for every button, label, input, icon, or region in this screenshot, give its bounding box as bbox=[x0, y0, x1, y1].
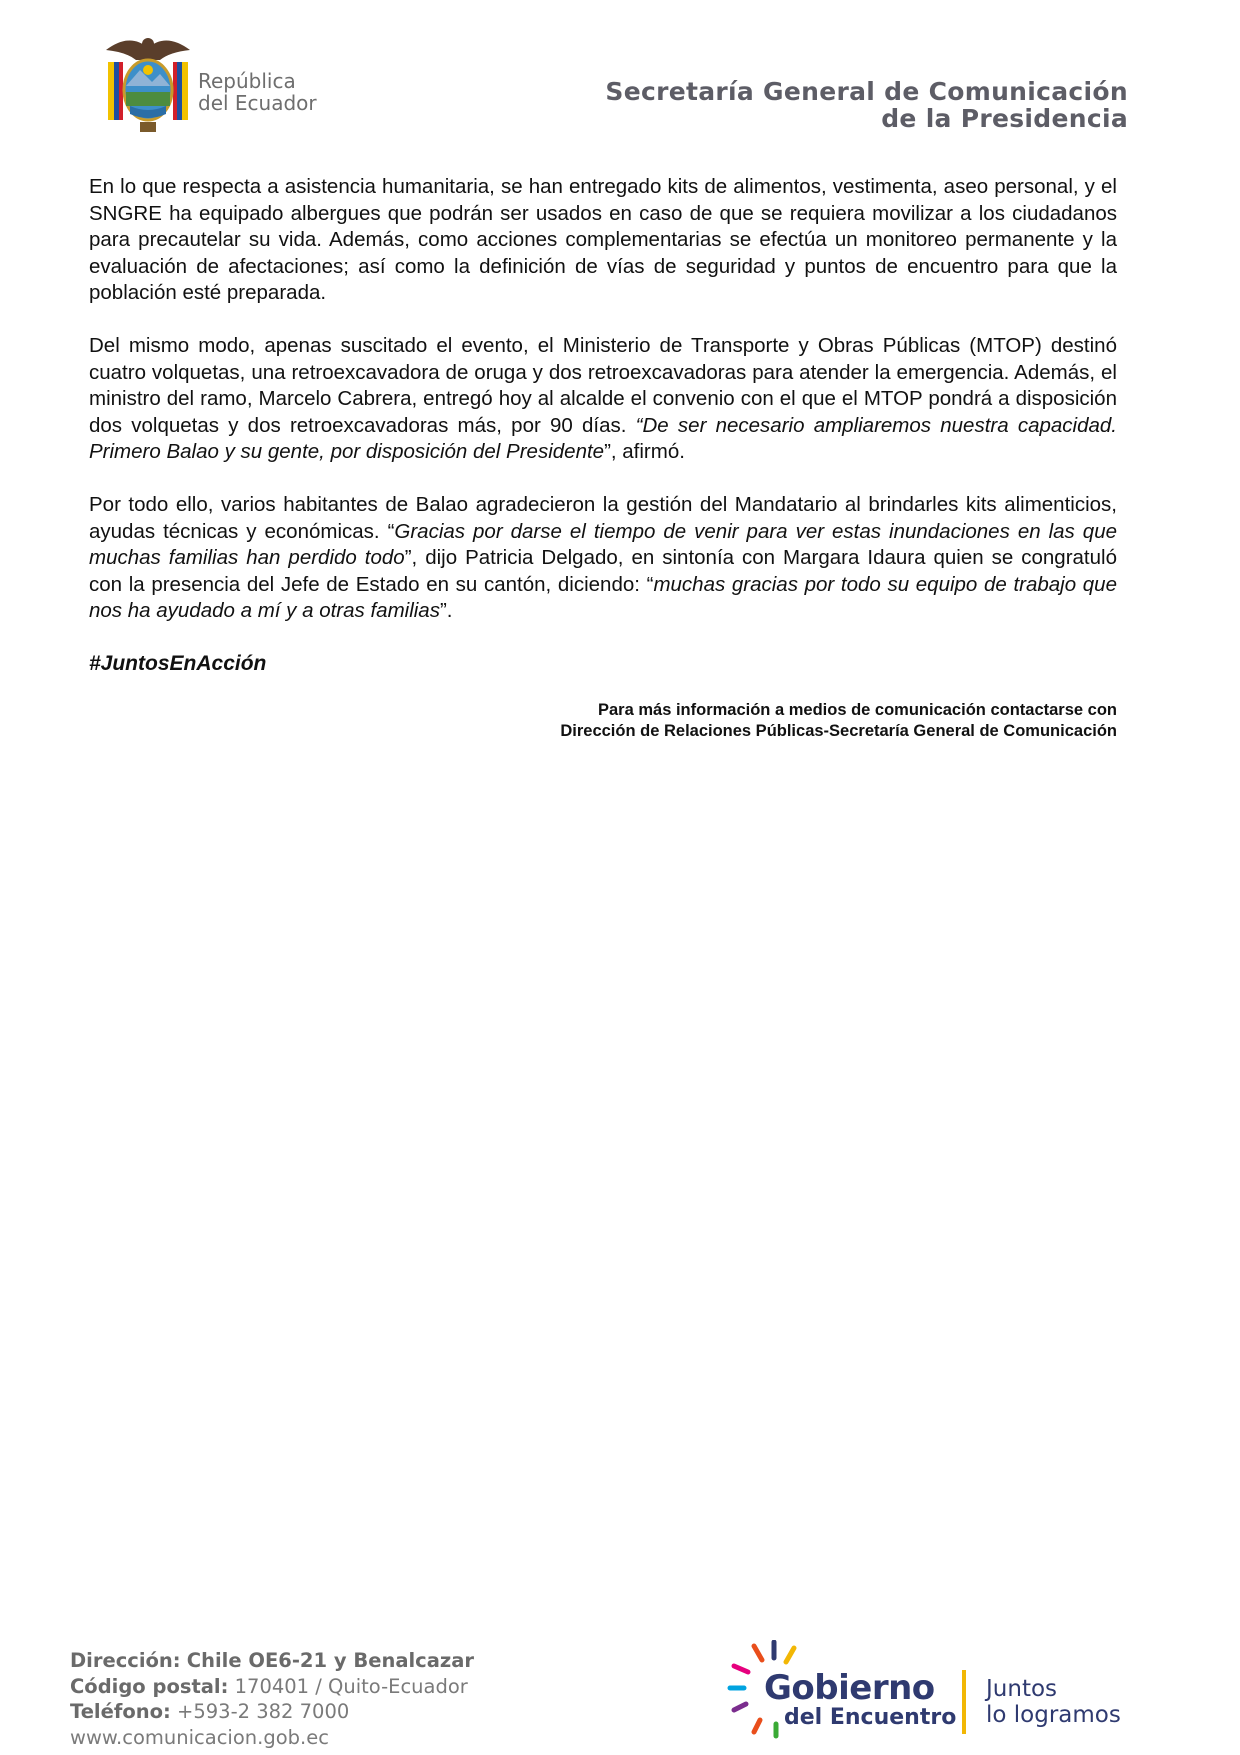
hashtag: #JuntosEnAcción bbox=[89, 651, 267, 675]
footer-address-block bbox=[70, 1648, 474, 1750]
gobierno-line-1: Gobierno bbox=[764, 1668, 935, 1708]
slogan bbox=[986, 1676, 1121, 1728]
gobierno-logo bbox=[724, 1640, 1144, 1740]
gobierno-text bbox=[764, 1670, 956, 1730]
contact-info bbox=[89, 700, 1117, 743]
address-label: Dirección: bbox=[70, 1649, 181, 1672]
logo-divider bbox=[962, 1670, 966, 1734]
ecuador-coat-of-arms-icon bbox=[100, 30, 196, 138]
footer-address bbox=[70, 1648, 474, 1674]
footer-phone bbox=[70, 1699, 474, 1725]
resident-quote-1: Gracias por darse el tiempo de venir para ver estas inundaciones en las que muchas familias han perdido todo bbox=[89, 519, 1117, 570]
phone-value: +593-2 382 7000 bbox=[177, 1700, 350, 1723]
phone-label: Teléfono: bbox=[70, 1700, 171, 1723]
crest-line-1: República bbox=[198, 69, 296, 93]
paragraph-mtop bbox=[89, 333, 1117, 466]
contact-line-2: Dirección de Relaciones Públicas-Secretaría General de Comunicación bbox=[560, 722, 1117, 740]
footer-website: www.comunicacion.gob.ec bbox=[70, 1725, 329, 1749]
secretaria-line-1: Secretaría General de Comunicación bbox=[605, 77, 1128, 106]
postal-value: 170401 / Quito-Ecuador bbox=[234, 1674, 468, 1698]
paragraph-humanitarian-aid: En lo que respecta a asistencia humanitaria, se han entregado kits de alimentos, vestimenta, aseo personal, y el SNGRE ha equipado albergues que podrán ser usados en caso de que se requiera movilizar a los ciudadanos para precautelar su vida. Además, como acciones complementarias se efectúa un monitoreo permanente y la evaluación de afectaciones; así como la definición de vías de seguridad y puntos de encuentro para que la población esté preparada. bbox=[89, 175, 1117, 305]
postal-label: Código postal: bbox=[70, 1674, 229, 1698]
document-body bbox=[89, 174, 1117, 743]
crest-text bbox=[198, 70, 317, 114]
paragraph-residents-b: ”, dijo Patricia Delgado, en sintonía con Margara Idaura quien se congratuló con la presencia del Jefe de Estado en su cantón, diciendo: “ bbox=[89, 546, 1117, 596]
crest-line-2: del Ecuador bbox=[198, 91, 317, 115]
contact-line-1: Para más información a medios de comunicación contactarse con bbox=[597, 700, 1117, 719]
paragraph-residents bbox=[89, 492, 1117, 625]
page-header bbox=[0, 0, 1240, 150]
address-value: Chile OE6-21 y Benalcazar bbox=[186, 1649, 475, 1672]
secretaria-title bbox=[605, 78, 1128, 132]
paragraph-residents-a: Por todo ello, varios habitantes de Balao agradecieron la gestión del Mandatario al brindarles kits alimenticios, ayudas técnicas y económicas. “ bbox=[89, 492, 1117, 543]
minister-quote: “De ser necesario ampliaremos nuestra capacidad. Primero Balao y su gente, por disposición del Presidente bbox=[89, 413, 1117, 464]
footer-postal bbox=[70, 1674, 474, 1700]
paragraph-mtop-text: Del mismo modo, apenas suscitado el evento, el Ministerio de Transporte y Obras Públicas (MTOP) destinó cuatro volquetas, una retroexcavadora de oruga y dos retroexcavadoras para atender la emergencia. Además, el ministro del ramo, Marcelo Cabrera, entregó hoy al alcalde el convenio con el que el MTOP pondrá a disposición dos volquetas y dos retroexcavadoras más, por 90 días. bbox=[89, 333, 1117, 437]
slogan-line-2: lo logramos bbox=[986, 1702, 1121, 1728]
gobierno-line-2: del Encuentro bbox=[784, 1705, 957, 1730]
paragraph-mtop-end: ”, afirmó. bbox=[604, 440, 685, 464]
resident-quote-2: muchas gracias por todo su equipo de trabajo que nos ha ayudado a mí y a otras familias bbox=[89, 572, 1117, 623]
slogan-line-1: Juntos bbox=[986, 1676, 1058, 1702]
paragraph-residents-c: ”. bbox=[439, 599, 453, 623]
secretaria-line-2: de la Presidencia bbox=[881, 104, 1128, 133]
